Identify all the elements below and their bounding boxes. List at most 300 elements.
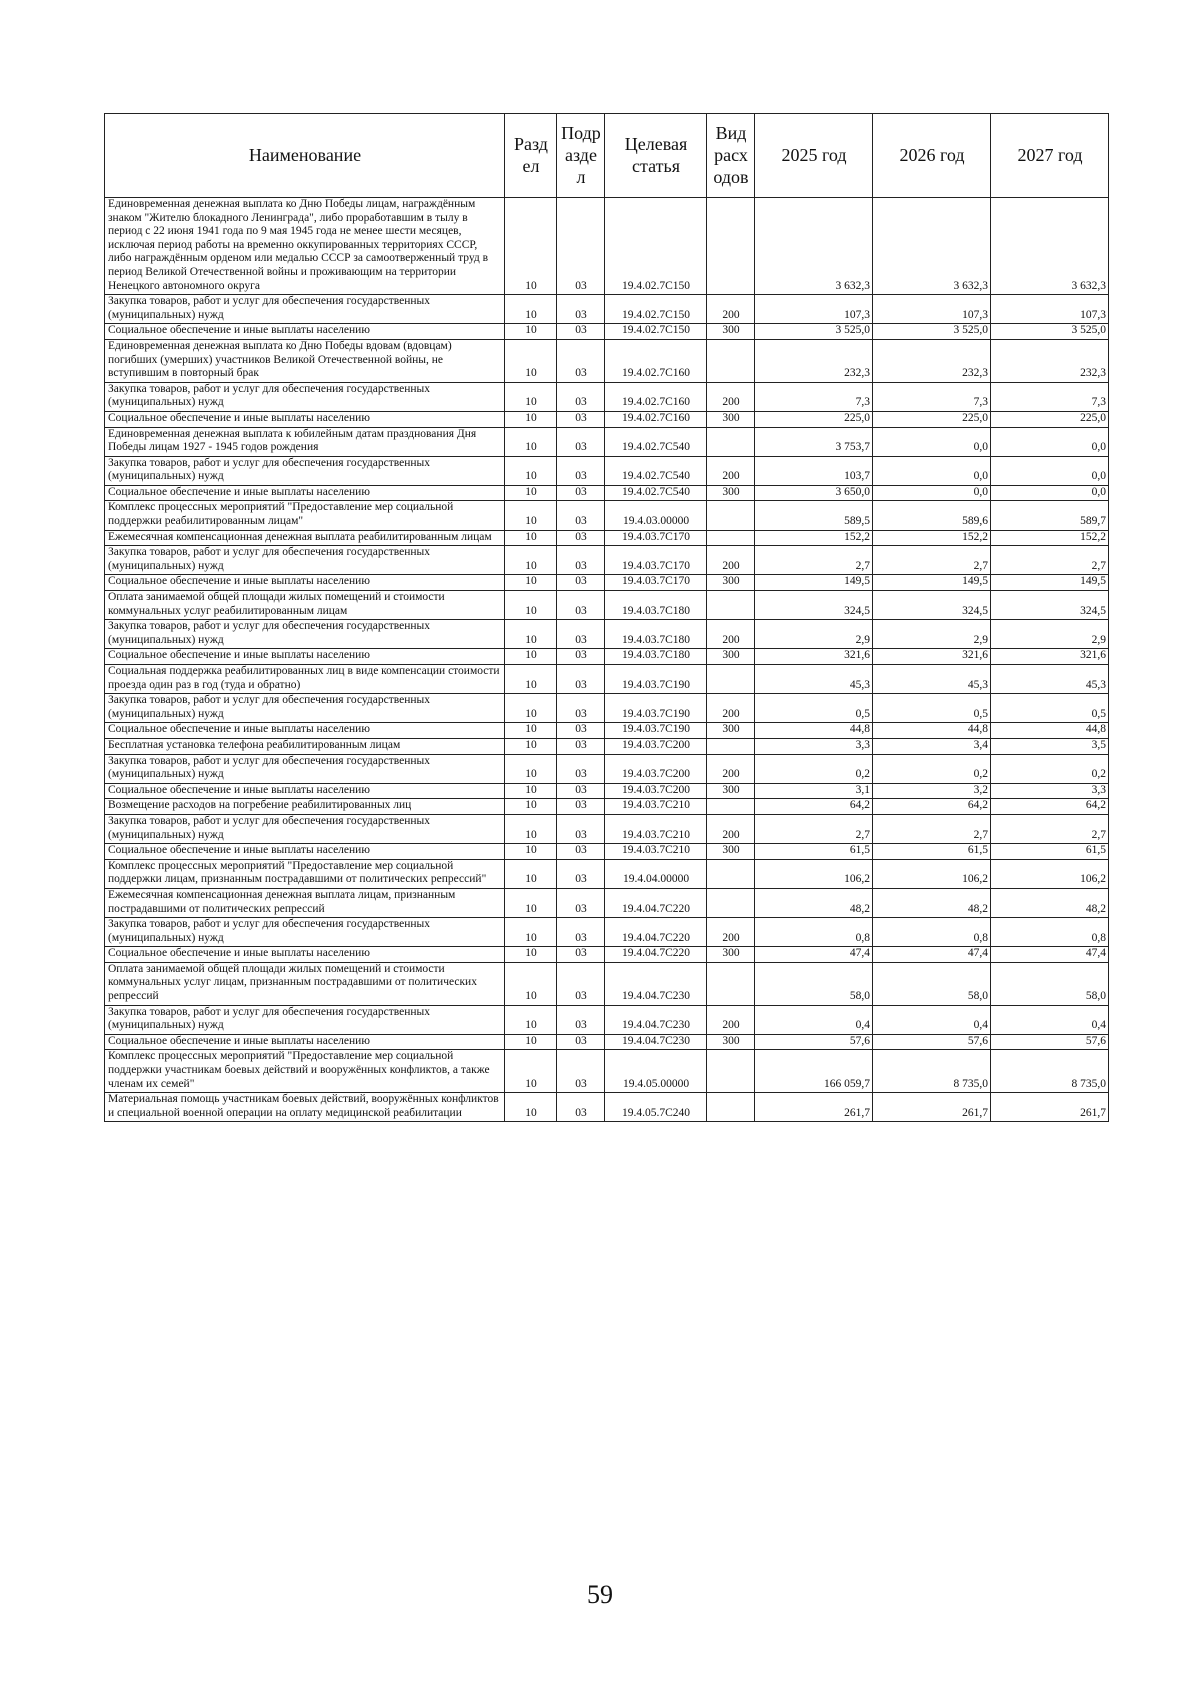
- row-target-article: 19.4.03.7С180: [605, 649, 707, 665]
- row-amount-2026: 0,8: [873, 918, 991, 947]
- row-amount-2026: 149,5: [873, 575, 991, 591]
- row-amount-2027: 261,7: [991, 1093, 1109, 1122]
- row-name: Комплекс процессных мероприятий "Предоставление мер социальной поддержки лицам, признанным пострадавшими от политических репрессий": [105, 859, 505, 888]
- row-amount-2027: 2,7: [991, 546, 1109, 575]
- row-podrazdel: 03: [557, 1093, 605, 1122]
- table-row: [105, 738, 1109, 754]
- table-row: [105, 888, 1109, 917]
- row-amount-2026: 3 632,3: [873, 198, 991, 295]
- table-row: [105, 799, 1109, 815]
- row-amount-2026: 261,7: [873, 1093, 991, 1122]
- table-row: [105, 1005, 1109, 1034]
- row-name: Единовременная денежная выплата к юбилейным датам празднования Дня Победы лицам 1927 - 1945 годов рождения: [105, 427, 505, 456]
- table-row: [105, 501, 1109, 530]
- row-razdel: 10: [505, 859, 557, 888]
- row-amount-2027: 3 525,0: [991, 324, 1109, 340]
- row-razdel: 10: [505, 530, 557, 546]
- row-amount-2025: 64,2: [755, 799, 873, 815]
- row-razdel: 10: [505, 339, 557, 382]
- row-podrazdel: 03: [557, 530, 605, 546]
- row-expense-type: [707, 198, 755, 295]
- row-expense-type: [707, 799, 755, 815]
- row-amount-2025: 149,5: [755, 575, 873, 591]
- header-year-2027: 2027 год: [991, 114, 1109, 198]
- row-razdel: 10: [505, 411, 557, 427]
- row-amount-2025: 321,6: [755, 649, 873, 665]
- row-amount-2026: 324,5: [873, 591, 991, 620]
- row-amount-2026: 0,0: [873, 485, 991, 501]
- row-expense-type: 200: [707, 382, 755, 411]
- table-row: [105, 962, 1109, 1005]
- row-name: Оплата занимаемой общей площади жилых помещений и стоимости коммунальных услуг реабилитированным лицам: [105, 591, 505, 620]
- row-name: Закупка товаров, работ и услуг для обеспечения государственных (муниципальных) нужд: [105, 918, 505, 947]
- row-name: Оплата занимаемой общей площади жилых помещений и стоимости коммунальных услуг лицам, признанным пострадавшими от политических репрессий: [105, 962, 505, 1005]
- header-podrazdel: Подр азде л: [557, 114, 605, 198]
- row-expense-type: 300: [707, 723, 755, 739]
- row-amount-2026: 0,0: [873, 427, 991, 456]
- row-razdel: 10: [505, 814, 557, 843]
- row-amount-2027: 106,2: [991, 859, 1109, 888]
- row-podrazdel: 03: [557, 694, 605, 723]
- row-target-article: 19.4.02.7С540: [605, 485, 707, 501]
- row-amount-2025: 232,3: [755, 339, 873, 382]
- row-expense-type: 300: [707, 783, 755, 799]
- table-body: [105, 198, 1109, 1122]
- row-name: Единовременная денежная выплата ко Дню Победы вдовам (вдовцам) погибших (умерших) участников Великой Отечественной войны, не вступившим в повторный брак: [105, 339, 505, 382]
- row-amount-2025: 3 753,7: [755, 427, 873, 456]
- row-amount-2025: 3 650,0: [755, 485, 873, 501]
- row-razdel: 10: [505, 591, 557, 620]
- row-podrazdel: 03: [557, 754, 605, 783]
- row-razdel: 10: [505, 295, 557, 324]
- row-podrazdel: 03: [557, 649, 605, 665]
- row-amount-2026: 7,3: [873, 382, 991, 411]
- row-amount-2026: 0,2: [873, 754, 991, 783]
- table-row: [105, 649, 1109, 665]
- row-amount-2027: 324,5: [991, 591, 1109, 620]
- row-razdel: 10: [505, 723, 557, 739]
- row-amount-2027: 0,2: [991, 754, 1109, 783]
- row-expense-type: [707, 738, 755, 754]
- row-amount-2027: 0,0: [991, 485, 1109, 501]
- row-amount-2026: 0,4: [873, 1005, 991, 1034]
- row-amount-2027: 225,0: [991, 411, 1109, 427]
- row-target-article: 19.4.02.7С540: [605, 456, 707, 485]
- row-amount-2025: 44,8: [755, 723, 873, 739]
- row-amount-2025: 61,5: [755, 844, 873, 860]
- row-amount-2027: 149,5: [991, 575, 1109, 591]
- row-amount-2026: 0,0: [873, 456, 991, 485]
- row-razdel: 10: [505, 382, 557, 411]
- row-razdel: 10: [505, 1034, 557, 1050]
- row-amount-2027: 3,5: [991, 738, 1109, 754]
- row-name: Возмещение расходов на погребение реабилитированных лиц: [105, 799, 505, 815]
- row-target-article: 19.4.05.7С240: [605, 1093, 707, 1122]
- header-target-article: Целевая статья: [605, 114, 707, 198]
- row-amount-2025: 166 059,7: [755, 1050, 873, 1093]
- row-podrazdel: 03: [557, 888, 605, 917]
- row-razdel: 10: [505, 694, 557, 723]
- row-amount-2025: 45,3: [755, 665, 873, 694]
- table-row: [105, 382, 1109, 411]
- row-name: Закупка товаров, работ и услуг для обеспечения государственных (муниципальных) нужд: [105, 814, 505, 843]
- row-expense-type: 300: [707, 649, 755, 665]
- row-target-article: 19.4.03.7С190: [605, 694, 707, 723]
- row-razdel: 10: [505, 918, 557, 947]
- row-podrazdel: 03: [557, 427, 605, 456]
- table-row: [105, 620, 1109, 649]
- row-target-article: 19.4.03.7С210: [605, 799, 707, 815]
- row-target-article: 19.4.04.7С220: [605, 947, 707, 963]
- row-amount-2025: 3 632,3: [755, 198, 873, 295]
- table-row: [105, 723, 1109, 739]
- row-razdel: 10: [505, 754, 557, 783]
- row-amount-2027: 58,0: [991, 962, 1109, 1005]
- row-amount-2027: 0,4: [991, 1005, 1109, 1034]
- row-amount-2025: 106,2: [755, 859, 873, 888]
- row-name: Бесплатная установка телефона реабилитированным лицам: [105, 738, 505, 754]
- row-amount-2027: 232,3: [991, 339, 1109, 382]
- row-amount-2027: 321,6: [991, 649, 1109, 665]
- row-name: Социальное обеспечение и иные выплаты населению: [105, 324, 505, 340]
- row-amount-2027: 8 735,0: [991, 1050, 1109, 1093]
- row-razdel: 10: [505, 738, 557, 754]
- row-name: Социальное обеспечение и иные выплаты населению: [105, 411, 505, 427]
- table-row: [105, 844, 1109, 860]
- row-expense-type: 200: [707, 1005, 755, 1034]
- row-amount-2026: 3,2: [873, 783, 991, 799]
- row-target-article: 19.4.03.7С190: [605, 723, 707, 739]
- row-podrazdel: 03: [557, 844, 605, 860]
- row-name: Закупка товаров, работ и услуг для обеспечения государственных (муниципальных) нужд: [105, 1005, 505, 1034]
- row-target-article: 19.4.02.7С540: [605, 427, 707, 456]
- table-row: [105, 324, 1109, 340]
- table-row: [105, 814, 1109, 843]
- row-amount-2026: 3 525,0: [873, 324, 991, 340]
- row-podrazdel: 03: [557, 859, 605, 888]
- row-razdel: 10: [505, 799, 557, 815]
- row-amount-2025: 47,4: [755, 947, 873, 963]
- row-name: Социальное обеспечение и иные выплаты населению: [105, 844, 505, 860]
- table-row: [105, 665, 1109, 694]
- table-header-row: [105, 114, 1109, 198]
- row-podrazdel: 03: [557, 382, 605, 411]
- row-target-article: 19.4.03.7С170: [605, 546, 707, 575]
- row-amount-2025: 58,0: [755, 962, 873, 1005]
- row-target-article: 19.4.03.00000: [605, 501, 707, 530]
- row-name: Социальное обеспечение и иные выплаты населению: [105, 723, 505, 739]
- row-amount-2026: 61,5: [873, 844, 991, 860]
- row-name: Социальное обеспечение и иные выплаты населению: [105, 649, 505, 665]
- row-target-article: 19.4.03.7С170: [605, 575, 707, 591]
- row-razdel: 10: [505, 1005, 557, 1034]
- row-target-article: 19.4.03.7С190: [605, 665, 707, 694]
- row-amount-2026: 47,4: [873, 947, 991, 963]
- table-row: [105, 591, 1109, 620]
- header-razdel: Разд ел: [505, 114, 557, 198]
- table-row: [105, 694, 1109, 723]
- row-expense-type: [707, 888, 755, 917]
- table-row: [105, 530, 1109, 546]
- row-amount-2025: 261,7: [755, 1093, 873, 1122]
- row-amount-2027: 152,2: [991, 530, 1109, 546]
- row-amount-2027: 107,3: [991, 295, 1109, 324]
- row-podrazdel: 03: [557, 456, 605, 485]
- row-target-article: 19.4.03.7С180: [605, 591, 707, 620]
- row-name: Социальное обеспечение и иные выплаты населению: [105, 1034, 505, 1050]
- row-podrazdel: 03: [557, 738, 605, 754]
- row-expense-type: [707, 501, 755, 530]
- row-expense-type: 300: [707, 324, 755, 340]
- row-amount-2026: 107,3: [873, 295, 991, 324]
- row-amount-2027: 7,3: [991, 382, 1109, 411]
- row-podrazdel: 03: [557, 295, 605, 324]
- row-razdel: 10: [505, 620, 557, 649]
- row-amount-2025: 7,3: [755, 382, 873, 411]
- row-amount-2027: 48,2: [991, 888, 1109, 917]
- row-expense-type: [707, 665, 755, 694]
- row-razdel: 10: [505, 665, 557, 694]
- row-amount-2026: 2,7: [873, 814, 991, 843]
- row-razdel: 10: [505, 324, 557, 340]
- row-expense-type: 300: [707, 411, 755, 427]
- row-expense-type: [707, 339, 755, 382]
- row-expense-type: 200: [707, 694, 755, 723]
- row-amount-2027: 2,9: [991, 620, 1109, 649]
- table-row: [105, 859, 1109, 888]
- row-amount-2026: 48,2: [873, 888, 991, 917]
- row-amount-2025: 3,1: [755, 783, 873, 799]
- table-row: [105, 1034, 1109, 1050]
- row-expense-type: 200: [707, 918, 755, 947]
- row-amount-2027: 2,7: [991, 814, 1109, 843]
- row-name: Материальная помощь участникам боевых действий, вооружённых конфликтов и специальной военной операции на оплату медицинской реабилитации: [105, 1093, 505, 1122]
- row-podrazdel: 03: [557, 1050, 605, 1093]
- table-row: [105, 1050, 1109, 1093]
- row-podrazdel: 03: [557, 339, 605, 382]
- row-expense-type: [707, 530, 755, 546]
- row-expense-type: 200: [707, 295, 755, 324]
- row-razdel: 10: [505, 947, 557, 963]
- row-name: Закупка товаров, работ и услуг для обеспечения государственных (муниципальных) нужд: [105, 620, 505, 649]
- row-name: Социальное обеспечение и иные выплаты населению: [105, 947, 505, 963]
- header-year-2026: 2026 год: [873, 114, 991, 198]
- row-amount-2026: 589,6: [873, 501, 991, 530]
- row-amount-2026: 106,2: [873, 859, 991, 888]
- row-amount-2027: 3 632,3: [991, 198, 1109, 295]
- row-podrazdel: 03: [557, 799, 605, 815]
- row-amount-2025: 152,2: [755, 530, 873, 546]
- row-name: Закупка товаров, работ и услуг для обеспечения государственных (муниципальных) нужд: [105, 456, 505, 485]
- row-podrazdel: 03: [557, 1034, 605, 1050]
- table-row: [105, 783, 1109, 799]
- row-razdel: 10: [505, 844, 557, 860]
- row-name: Комплекс процессных мероприятий "Предоставление мер социальной поддержки участникам боевых действий и вооружённых конфликтов, а также членам их семей": [105, 1050, 505, 1093]
- row-expense-type: [707, 962, 755, 1005]
- row-target-article: 19.4.04.7С220: [605, 888, 707, 917]
- row-expense-type: [707, 427, 755, 456]
- row-podrazdel: 03: [557, 814, 605, 843]
- header-name: Наименование: [105, 114, 505, 198]
- row-amount-2027: 44,8: [991, 723, 1109, 739]
- row-amount-2026: 44,8: [873, 723, 991, 739]
- header-year-2025: 2025 год: [755, 114, 873, 198]
- row-amount-2025: 0,4: [755, 1005, 873, 1034]
- row-target-article: 19.4.03.7С170: [605, 530, 707, 546]
- row-podrazdel: 03: [557, 324, 605, 340]
- row-amount-2026: 58,0: [873, 962, 991, 1005]
- row-amount-2025: 3 525,0: [755, 324, 873, 340]
- row-expense-type: 300: [707, 1034, 755, 1050]
- row-amount-2025: 0,2: [755, 754, 873, 783]
- row-podrazdel: 03: [557, 575, 605, 591]
- row-podrazdel: 03: [557, 1005, 605, 1034]
- row-name: Социальное обеспечение и иные выплаты населению: [105, 485, 505, 501]
- row-amount-2025: 2,7: [755, 546, 873, 575]
- row-target-article: 19.4.02.7С160: [605, 382, 707, 411]
- row-name: Ежемесячная компенсационная денежная выплата лицам, признанным пострадавшими от политических репрессий: [105, 888, 505, 917]
- row-target-article: 19.4.04.7С230: [605, 1034, 707, 1050]
- row-name: Комплекс процессных мероприятий "Предоставление мер социальной поддержки реабилитированным лицам": [105, 501, 505, 530]
- row-podrazdel: 03: [557, 485, 605, 501]
- row-razdel: 10: [505, 962, 557, 1005]
- row-razdel: 10: [505, 456, 557, 485]
- row-amount-2026: 57,6: [873, 1034, 991, 1050]
- row-amount-2026: 45,3: [873, 665, 991, 694]
- row-expense-type: [707, 1093, 755, 1122]
- row-amount-2027: 0,5: [991, 694, 1109, 723]
- row-amount-2026: 64,2: [873, 799, 991, 815]
- row-target-article: 19.4.03.7С200: [605, 754, 707, 783]
- row-amount-2025: 103,7: [755, 456, 873, 485]
- row-podrazdel: 03: [557, 947, 605, 963]
- row-razdel: 10: [505, 649, 557, 665]
- table-row: [105, 575, 1109, 591]
- row-target-article: 19.4.04.7С220: [605, 918, 707, 947]
- row-razdel: 10: [505, 1050, 557, 1093]
- row-target-article: 19.4.03.7С210: [605, 844, 707, 860]
- row-target-article: 19.4.04.7С230: [605, 962, 707, 1005]
- row-amount-2026: 8 735,0: [873, 1050, 991, 1093]
- row-amount-2026: 0,5: [873, 694, 991, 723]
- row-razdel: 10: [505, 427, 557, 456]
- row-expense-type: 200: [707, 546, 755, 575]
- row-amount-2026: 3,4: [873, 738, 991, 754]
- table-row: [105, 198, 1109, 295]
- table-row: [105, 754, 1109, 783]
- row-target-article: 19.4.03.7С200: [605, 783, 707, 799]
- row-podrazdel: 03: [557, 723, 605, 739]
- row-expense-type: 300: [707, 844, 755, 860]
- row-amount-2026: 321,6: [873, 649, 991, 665]
- row-name: Социальная поддержка реабилитированных лиц в виде компенсации стоимости проезда один раз в год (туда и обратно): [105, 665, 505, 694]
- table-row: [105, 295, 1109, 324]
- row-podrazdel: 03: [557, 918, 605, 947]
- row-podrazdel: 03: [557, 962, 605, 1005]
- row-podrazdel: 03: [557, 198, 605, 295]
- row-name: Закупка товаров, работ и услуг для обеспечения государственных (муниципальных) нужд: [105, 754, 505, 783]
- row-target-article: 19.4.02.7С150: [605, 324, 707, 340]
- row-podrazdel: 03: [557, 665, 605, 694]
- row-expense-type: 200: [707, 456, 755, 485]
- row-podrazdel: 03: [557, 501, 605, 530]
- row-amount-2025: 57,6: [755, 1034, 873, 1050]
- row-amount-2027: 61,5: [991, 844, 1109, 860]
- row-target-article: 19.4.02.7С160: [605, 411, 707, 427]
- row-amount-2027: 64,2: [991, 799, 1109, 815]
- row-amount-2025: 324,5: [755, 591, 873, 620]
- row-target-article: 19.4.02.7С150: [605, 198, 707, 295]
- row-name: Закупка товаров, работ и услуг для обеспечения государственных (муниципальных) нужд: [105, 694, 505, 723]
- row-amount-2026: 2,7: [873, 546, 991, 575]
- row-target-article: 19.4.05.00000: [605, 1050, 707, 1093]
- row-razdel: 10: [505, 1093, 557, 1122]
- row-amount-2025: 3,3: [755, 738, 873, 754]
- row-expense-type: 200: [707, 754, 755, 783]
- row-podrazdel: 03: [557, 411, 605, 427]
- row-amount-2027: 0,0: [991, 456, 1109, 485]
- row-target-article: 19.4.03.7С180: [605, 620, 707, 649]
- row-amount-2027: 47,4: [991, 947, 1109, 963]
- row-amount-2026: 152,2: [873, 530, 991, 546]
- table-row: [105, 546, 1109, 575]
- row-target-article: 19.4.02.7С150: [605, 295, 707, 324]
- row-razdel: 10: [505, 575, 557, 591]
- row-razdel: 10: [505, 783, 557, 799]
- row-expense-type: [707, 1050, 755, 1093]
- row-amount-2025: 0,5: [755, 694, 873, 723]
- row-podrazdel: 03: [557, 591, 605, 620]
- budget-table: [104, 113, 1109, 1122]
- row-name: Закупка товаров, работ и услуг для обеспечения государственных (муниципальных) нужд: [105, 382, 505, 411]
- row-amount-2027: 57,6: [991, 1034, 1109, 1050]
- table-row: [105, 947, 1109, 963]
- row-amount-2027: 589,7: [991, 501, 1109, 530]
- table-row: [105, 1093, 1109, 1122]
- row-target-article: 19.4.04.00000: [605, 859, 707, 888]
- row-podrazdel: 03: [557, 546, 605, 575]
- row-razdel: 10: [505, 501, 557, 530]
- row-expense-type: 200: [707, 620, 755, 649]
- row-amount-2026: 225,0: [873, 411, 991, 427]
- row-name: Ежемесячная компенсационная денежная выплата реабилитированным лицам: [105, 530, 505, 546]
- row-amount-2025: 589,5: [755, 501, 873, 530]
- table-row: [105, 411, 1109, 427]
- row-amount-2025: 107,3: [755, 295, 873, 324]
- row-name: Социальное обеспечение и иные выплаты населению: [105, 783, 505, 799]
- table-row: [105, 427, 1109, 456]
- row-expense-type: 300: [707, 485, 755, 501]
- row-amount-2025: 2,9: [755, 620, 873, 649]
- row-amount-2025: 0,8: [755, 918, 873, 947]
- row-target-article: 19.4.02.7С160: [605, 339, 707, 382]
- row-amount-2026: 232,3: [873, 339, 991, 382]
- row-amount-2027: 45,3: [991, 665, 1109, 694]
- row-target-article: 19.4.03.7С210: [605, 814, 707, 843]
- row-amount-2027: 0,0: [991, 427, 1109, 456]
- header-expense-type: Вид расх одов: [707, 114, 755, 198]
- row-amount-2027: 0,8: [991, 918, 1109, 947]
- row-amount-2027: 3,3: [991, 783, 1109, 799]
- row-amount-2026: 2,9: [873, 620, 991, 649]
- row-amount-2025: 225,0: [755, 411, 873, 427]
- row-expense-type: 300: [707, 575, 755, 591]
- row-name: Единовременная денежная выплата ко Дню Победы лицам, награждённым знаком "Жителю блокадного Ленинграда", либо проработавшим в тылу в период с 22 июня 1941 года по 9 мая 1945 года не менее шести месяцев, исключая период работы на временно оккупированных территориях СССР, либо награждённым орденом или медалью СССР за самоотверженный труд в период Великой Отечественной войны и проживающим на территории Ненецкого автономного округа: [105, 198, 505, 295]
- table-row: [105, 485, 1109, 501]
- row-target-article: 19.4.03.7С200: [605, 738, 707, 754]
- row-expense-type: [707, 591, 755, 620]
- table-row: [105, 456, 1109, 485]
